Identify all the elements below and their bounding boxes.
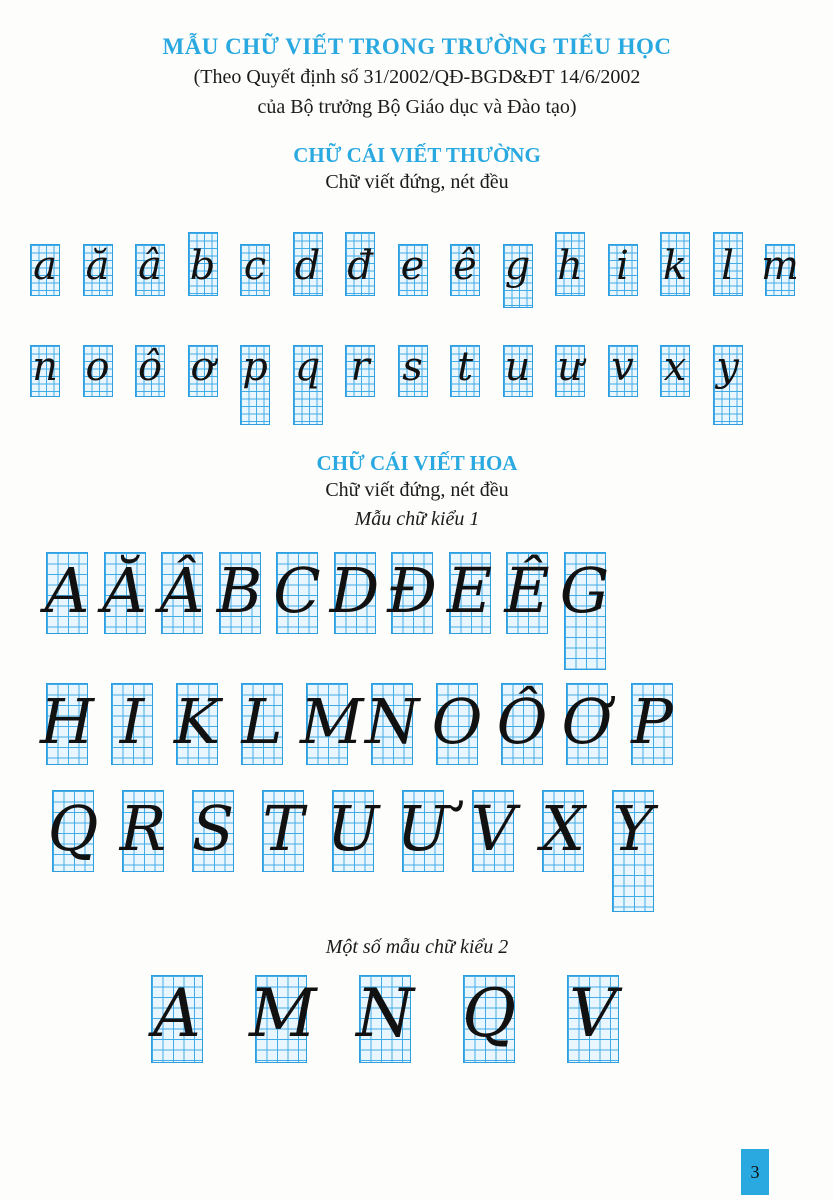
letter-glyph: C [273,554,321,627]
letter-glyph: x [663,344,687,390]
decree-reference: (Theo Quyết định số 31/2002/QĐ-BGD&ĐT 14/6/2002 [193,66,641,88]
letter-glyph: g [504,243,531,289]
letter-glyph: U [326,792,380,865]
letter-glyph: Ư [396,792,450,865]
issuer-reference: của Bộ trưởng Bộ Giáo dục và Đào tạo) [257,96,577,118]
letter-glyph: P [631,685,673,758]
letter-glyph: Ơ [561,685,613,758]
letter-glyph: S [191,792,235,865]
letter-glyph: E [446,554,493,627]
letter-glyph: T [262,792,304,865]
letter-glyph: l [721,243,734,289]
letter-glyph: N [365,685,420,758]
letter-glyph: Y [612,792,654,865]
letter-glyph: d [294,243,321,289]
letter-glyph: s [402,344,423,390]
letter-glyph: h [557,243,583,289]
letter-glyph: k [662,243,688,289]
letter-glyph: V [569,975,617,1052]
letter-glyph: o [85,344,110,390]
letter-glyph: ă [85,243,110,289]
uppercase-heading: CHỮ CÁI VIẾT HOA [316,451,518,475]
page-number: 3 [741,1149,769,1195]
style1-label: Mẫu chữ kiểu 1 [354,508,480,530]
page-title: MẪU CHỮ VIẾT TRONG TRƯỜNG TIỂU HỌC [162,34,672,59]
letter-glyph: p [242,344,268,390]
letter-glyph: G [559,554,610,627]
letter-glyph: N [356,975,414,1052]
letter-glyph: ê [453,243,477,289]
letter-glyph: A [153,975,201,1052]
letter-glyph: â [138,243,162,289]
letter-glyph: D [329,554,380,627]
lowercase-heading: CHỮ CÁI VIẾT THƯỜNG [293,143,541,167]
letter-glyph: A [44,554,90,627]
letter-glyph: b [189,243,216,289]
letter-glyph: Đ [386,554,438,627]
letter-glyph: O [431,685,483,758]
letter-glyph: e [400,243,425,289]
lowercase-subheading: Chữ viết đứng, nét đều [325,171,509,193]
letter-glyph: R [119,792,167,865]
letter-glyph: ơ [190,344,215,390]
letter-glyph: Â [159,554,205,627]
letter-glyph: V [470,792,516,865]
letter-glyph: M [300,685,364,758]
letter-glyph: n [32,344,58,390]
letter-glyph: m [761,243,799,289]
letter-glyph: r [350,344,370,390]
letter-glyph: ô [137,344,163,390]
letter-glyph: q [294,344,321,390]
letter-glyph: đ [347,243,373,289]
letter-glyph: a [33,243,57,289]
letter-glyph: X [540,792,586,865]
letter-glyph: Ê [504,554,550,627]
letter-glyph: ư [557,344,583,390]
letter-glyph: Ô [496,685,548,758]
uppercase-subheading: Chữ viết đứng, nét đều [325,479,509,501]
letter-glyph: v [611,344,634,390]
letter-glyph: y [716,344,739,390]
letter-glyph: L [241,685,283,758]
letter-glyph: M [249,975,317,1052]
letter-glyph: u [504,344,531,390]
letter-glyph: Q [461,975,517,1052]
letter-glyph: B [216,554,263,627]
letter-glyph: Q [47,792,99,865]
letter-glyph: c [243,243,267,289]
style2-label: Một số mẫu chữ kiểu 2 [325,936,509,958]
letter-glyph: K [173,685,221,758]
letter-glyph: i [616,243,629,289]
letter-glyph: I [119,685,145,758]
letter-glyph: t [456,344,474,390]
letter-glyph: Ă [102,554,147,627]
letter-glyph: H [40,685,95,758]
